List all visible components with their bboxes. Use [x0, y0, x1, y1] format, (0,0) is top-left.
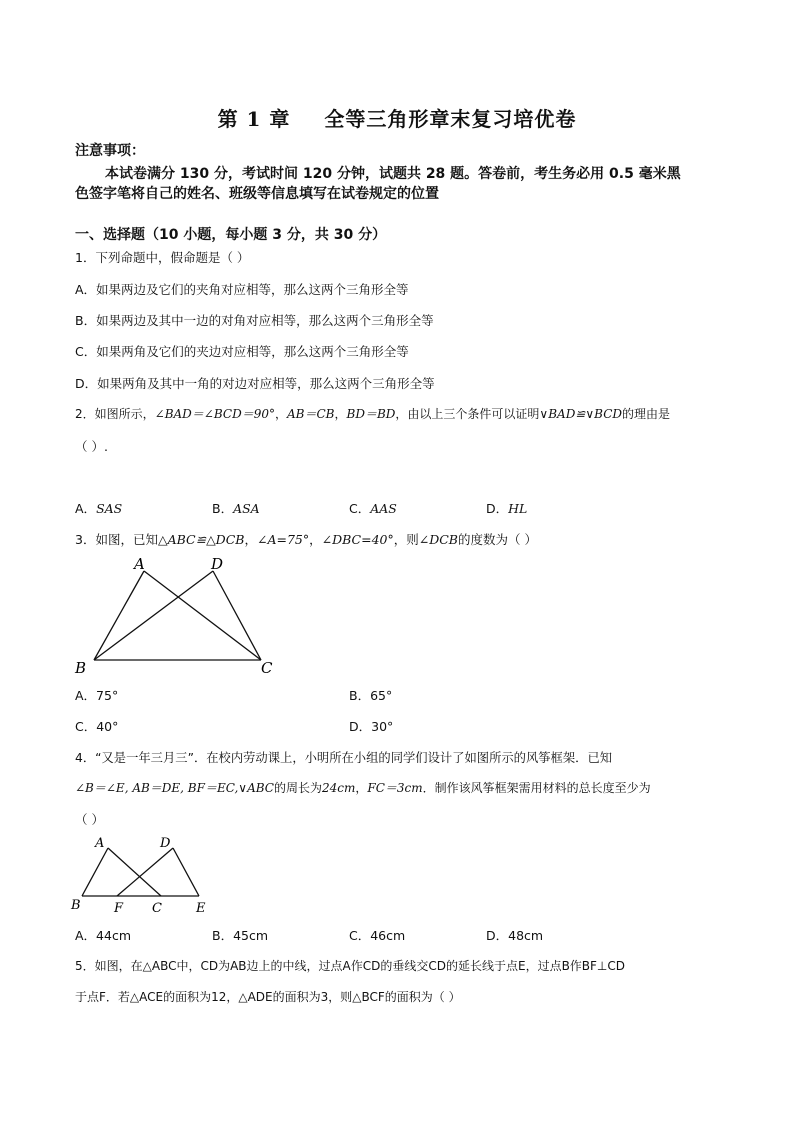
q1-option-a: A．如果两边及它们的夹角对应相等，那么这两个三角形全等	[75, 282, 409, 297]
q4-stem-line2: ∠B＝∠E, AB＝DE, BF＝EC,∨ABC的周长为24cm，FC＝3cm．制作该风筝框架需用材料的总长度至少为	[75, 781, 651, 795]
q4-blank: （ ）	[75, 812, 104, 827]
q3-stem: 3．如图，已知△ABC≌△DCB，∠A=75°，∠DBC=40°，则∠DCB的度数为（ ）	[75, 532, 537, 547]
point-label-e: E	[196, 901, 206, 916]
notice-line-2: 色签字笔将自己的姓名、班级等信息填写在试卷规定的位置	[75, 186, 439, 202]
segment-fd	[117, 848, 173, 896]
segment-dc	[213, 571, 261, 660]
page-title	[0, 103, 794, 132]
section-heading: 一、选择题（10 小题，每小题 3 分，共 30 分）	[75, 227, 387, 243]
q2-option-a: A．SAS	[75, 501, 123, 516]
q1-option-c: C．如果两角及它们的夹边对应相等，那么这两个三角形全等	[75, 344, 409, 359]
segment-bd	[94, 571, 213, 660]
point-label-a: A	[134, 555, 145, 573]
point-label-c: C	[152, 901, 162, 916]
point-label-a: A	[95, 836, 105, 851]
title-name: 全等三角形章末复习培优卷	[324, 107, 577, 131]
q3-option-d: D．30°	[349, 719, 394, 734]
point-label-d: D	[160, 836, 171, 851]
q1-option-d: D．如果两角及其中一角的对边对应相等，那么这两个三角形全等	[75, 376, 435, 391]
notice-heading: 注意事项：	[75, 143, 145, 159]
q1-option-b: B．如果两边及其中一边的对角对应相等，那么这两个三角形全等	[75, 313, 434, 328]
q4-stem-line1: 4．“又是一年三月三”．在校内劳动课上，小明所在小组的同学们设计了如图所示的风筝框架．已知	[75, 751, 613, 765]
q3-figure	[70, 552, 290, 682]
segment-de	[173, 848, 199, 896]
point-label-d: D	[211, 555, 224, 573]
point-label-b: B	[71, 898, 81, 913]
q4-figure	[68, 834, 218, 916]
segment-ac	[144, 571, 261, 660]
q3-option-b: B．65°	[349, 688, 393, 703]
point-label-b: B	[75, 659, 87, 677]
chapter-label: 第 1 章	[217, 107, 291, 131]
q4-option-a: A．44cm	[75, 928, 132, 943]
q4-option-c: C．46cm	[349, 928, 406, 943]
q1-stem: 1．下列命题中，假命题是（ ）	[75, 250, 250, 265]
q5-stem-line2: 于点F．若△ACE的面积为12，△ADE的面积为3，则△BCF的面积为（ ）	[75, 990, 461, 1004]
q2-stem: 2．如图所示，∠BAD＝∠BCD＝90°，AB＝CB，BD＝BD，由以上三个条件可以证明∨BAD≌∨BCD的理由是	[75, 407, 671, 421]
q2-option-c: C．AAS	[349, 501, 397, 516]
q4-option-d: D．48cm	[486, 928, 544, 943]
q3-option-c: C．40°	[75, 719, 119, 734]
point-label-f: F	[114, 901, 124, 916]
q5-stem-line1: 5．如图，在△ABC中，CD为AB边上的中线，过点A作CD的垂线交CD的延长线于点E，过点B作BF⊥CD	[75, 959, 626, 973]
segment-ba	[94, 571, 144, 660]
q3-option-a: A．75°	[75, 688, 119, 703]
point-label-c: C	[261, 659, 273, 677]
q4-option-b: B．45cm	[212, 928, 269, 943]
segment-ab	[82, 848, 108, 896]
notice-line-1: 本试卷满分 130 分，考试时间 120 分钟，试题共 28 题。答卷前，考生务必用 0.5 毫米黑	[105, 166, 681, 182]
q2-option-b: B．ASA	[212, 501, 260, 516]
q2-blank: （ ）.	[75, 439, 108, 454]
segment-ac	[108, 848, 161, 896]
q2-option-d: D．HL	[486, 501, 528, 516]
